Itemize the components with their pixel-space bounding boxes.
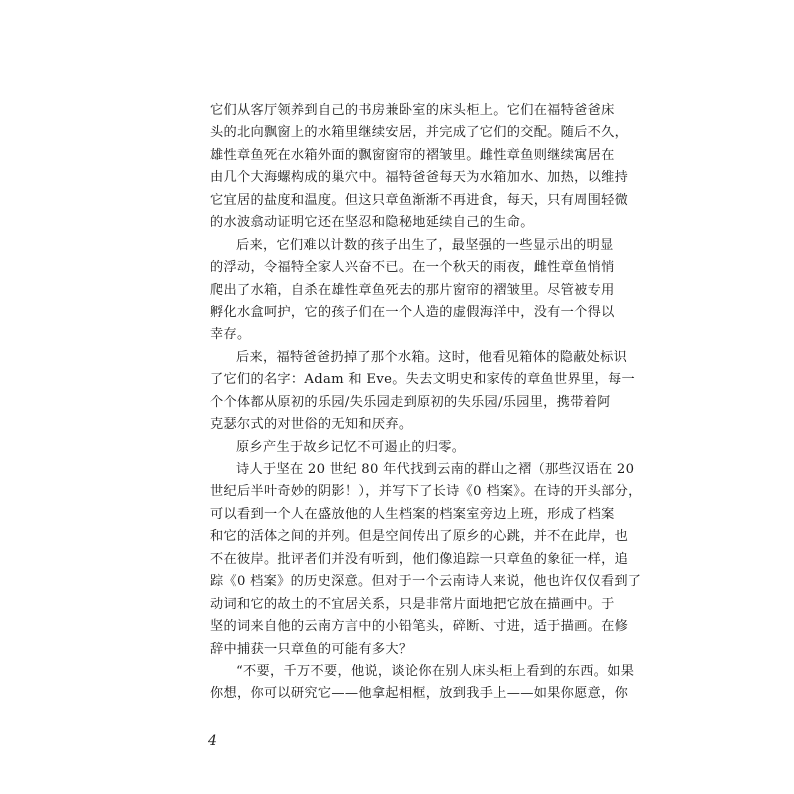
text-line: 世纪后半叶奇妙的阴影！），并写下了长诗《0 档案》。在诗的开头部分， — [210, 484, 642, 500]
text-line: 后来，福特爸爸扔掉了那个水箱。这时，他看见箱体的隐蔽处标识 — [236, 349, 628, 365]
text-line: 原乡产生于故乡记忆不可遏止的归零。 — [236, 439, 466, 455]
paragraph — [210, 661, 635, 706]
text-line: 可以看到一个人在盛放他的人生档案的档案室旁边上班，形成了档案 — [210, 506, 615, 522]
text-line: 辞中捕获一只章鱼的可能有多大？ — [210, 641, 413, 657]
paragraph — [210, 459, 642, 661]
text-line: 它宜居的盐度和温度。但这只章鱼渐渐不再进食，每天，只有周围轻微 — [210, 192, 629, 208]
page-number: 4 — [208, 733, 217, 749]
text-line: 克瑟尔式的对世俗的无知和厌弃。 — [210, 417, 413, 433]
text-line: 和它的活体之间的并列。但是空间传出了原乡的心跳，并不在此岸，也 — [210, 529, 629, 545]
paragraph — [210, 347, 635, 437]
text-line: “不要，千万不要，他说，谈论你在别人床头柜上看到的东西。如果 — [236, 663, 635, 679]
text-line: 了它们的名字：Adam 和 Eve。失去文明史和家传的章鱼世界里，每一 — [210, 372, 635, 388]
text-line: 由几个大海螺构成的巢穴中。福特爸爸每天为水箱加水、加热，以维持 — [210, 170, 629, 186]
paragraph — [210, 437, 582, 459]
text-line: 爬出了水箱，自杀在雄性章鱼死去的那片窗帘的褶皱里。尽管被专用 — [210, 282, 615, 298]
body-text — [210, 100, 642, 706]
text-line: 它们从客厅领养到自己的书房兼卧室的床头柜上。它们在福特爸爸床 — [210, 103, 615, 118]
text-line: 个个体都从原初的乐园/失乐园走到原初的失乐园/乐园里，携带着阿 — [210, 394, 611, 410]
text-line: 动词和它的故土的不宜居关系，只是非常片面地把它放在描画中。于 — [210, 596, 615, 612]
text-line: 头的北向飘窗上的水箱里继续安居，并完成了它们的交配。随后不久， — [210, 125, 629, 141]
text-line: 不在彼岸。批评者们并没有听到，他们像追踪一只章鱼的象征一样，追 — [210, 551, 629, 567]
text-line: 幸存。 — [210, 327, 251, 343]
text-line: 后来，它们难以计数的孩子出生了，最坚强的一些显示出的明显 — [236, 237, 614, 253]
text-line: 诗人于坚在 20 世纪 80 年代找到云南的群山之褶（那些汉语在 20 — [236, 462, 635, 477]
paragraph — [210, 100, 629, 235]
text-line: 孵化水盒呵护，它的孩子们在一个人造的虚假海洋中，没有一个得以 — [210, 304, 615, 320]
paragraph — [210, 235, 615, 347]
text-line: 的水波翕动证明它还在坚忍和隐秘地延续自己的生命。 — [210, 215, 534, 231]
text-line: 坚的词来自他的云南方言中的小铅笔头，碎断、寸进，适于描画。在修 — [210, 619, 629, 635]
text-line: 的浮动，令福特全家人兴奋不已。在一个秋天的雨夜，雌性章鱼悄悄 — [210, 260, 615, 276]
text-line: 雄性章鱼死在水箱外面的飘窗窗帘的褶皱里。雌性章鱼则继续寓居在 — [210, 147, 615, 163]
text-line: 你想，你可以研究它——他拿起相框，放到我手上——如果你愿意，你 — [210, 686, 629, 702]
text-line: 踪《0 档案》的历史深意。但对于一个云南诗人来说，他也许仅仅看到了 — [210, 574, 642, 590]
